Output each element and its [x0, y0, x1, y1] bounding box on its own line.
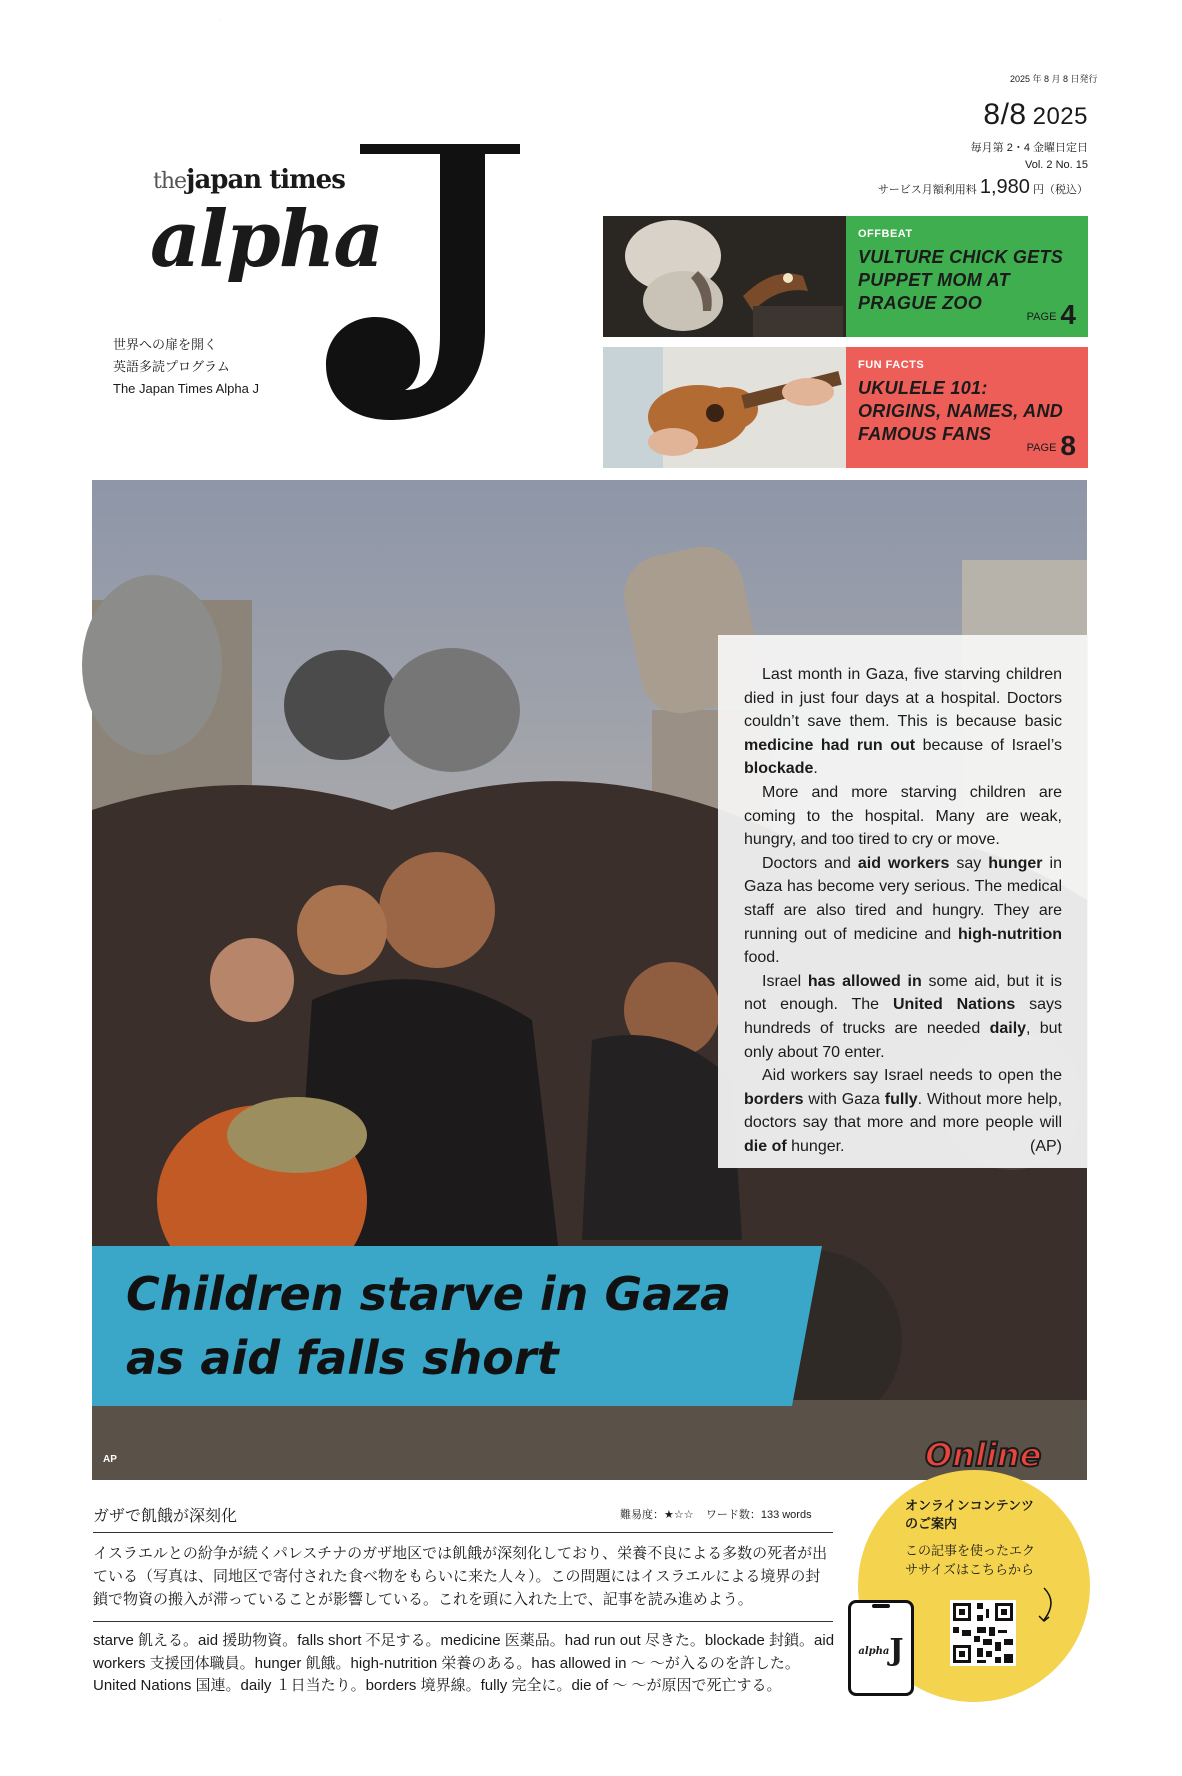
phone-logo-letter: J [889, 1633, 904, 1668]
photo-credit: AP [103, 1454, 117, 1465]
phone-app-logo [854, 1624, 908, 1678]
divider [93, 1532, 833, 1533]
volume-text: Vol. 2 No. 15 [1025, 159, 1088, 171]
phone-logo-word: alpha [858, 1645, 890, 1657]
article-headline [126, 1262, 816, 1390]
online-desc-line2: ササイズはこちらから [905, 1562, 1034, 1577]
article-paragraph-4: Israel has allowed in some aid, but it is not enough. The United Nations says hundreds of trucks are needed daily, but only about 70 enter. [744, 972, 1063, 1061]
vocabulary-list: starve 飢える。aid 援助物資。falls short 不足する。medicine 医薬品。had run out 尽きた。blockade 封鎖。aid workers 支援団体職員。hunger 飢餓。high-nutrition 栄養のある。has allowed in 〜 〜が入るのを許した。United Nations 国連。daily １日当たり。borders 境界線。fully 完全に。die of 〜 〜が原因で死亡する。 [93, 1632, 835, 1694]
japanese-summary: イスラエルとの紛争が続くパレスチナのガザ地区では飢餓が深刻化しており、栄養不良による多数の死者が出ている（写真は、同地区で寄付された食べ物をもらいに来た人々）。この問題にはイスラエルによる境界の封鎖で物資の搬入が滞っていることが影響している。これを頭に入れた上で、記事を読み進めよう。 [93, 1545, 828, 1608]
price-info [878, 176, 1088, 199]
teaser-page [1027, 430, 1076, 462]
tagline-line2: 英語多読プログラム [113, 359, 230, 374]
price-unit: 円（税込） [1033, 184, 1088, 196]
article-paragraph-5: Aid workers say Israel needs to open the borders with Gaza fully. Without more help, doctors say that more and more people will die of hunger. (AP) [744, 1064, 1062, 1158]
price-amount: 1,980 [979, 176, 1030, 198]
article-meta [620, 1506, 812, 1522]
teaser-headline: VULTURE CHICK GETS PUPPET MOM AT PRAGUE ZOO [858, 247, 1064, 313]
teaser-offbeat-panel [846, 216, 1088, 337]
online-title [905, 1497, 1034, 1533]
japan-times-logo [153, 165, 345, 195]
logo-the: the [153, 169, 187, 194]
curved-arrow-icon [1030, 1586, 1060, 1626]
online-title-line1: オンラインコンテンツ [905, 1498, 1034, 1513]
vulture-photo [603, 216, 846, 337]
difficulty: 難易度：★☆☆ [620, 1509, 694, 1521]
page-number: 4 [1060, 299, 1076, 330]
online-description [905, 1541, 1035, 1579]
big-j-letter: J [220, 20, 221, 21]
issue-date [983, 98, 1088, 132]
teaser-fun-facts[interactable] [603, 347, 1088, 468]
headline-line2: as aid falls short [126, 1331, 559, 1385]
article-paragraph-3: Doctors and aid workers say hunger in Gaza has become very serious. The medical staff are also tired and hungry. They are running out of medicine and high-nutrition food. [744, 854, 1062, 967]
divider [93, 1621, 833, 1622]
qr-code-icon[interactable] [950, 1600, 1016, 1666]
teaser-offbeat[interactable] [603, 216, 1088, 337]
headline-line1: Children starve in Gaza [126, 1267, 732, 1321]
article-paragraph-1: Last month in Gaza, five starving children died in just four days at a hospital. Doctors couldn’t save them. This is because basic medicine had run out because of Israel’s blockade. [744, 666, 1062, 778]
teaser-headline: UKULELE 101: ORIGINS, NAMES, AND FAMOUS FANS [858, 378, 1064, 444]
teaser-category: FUN FACTS [858, 359, 925, 371]
publication-date: 2025 年 8 月 8 日発行 [1010, 74, 1098, 84]
article-source: (AP) [1030, 1137, 1062, 1155]
issue-year: 2025 [1032, 103, 1088, 130]
online-title-line2: のご案内 [905, 1516, 958, 1531]
tagline [113, 334, 259, 400]
price-label: サービス月額利用料 [877, 184, 977, 196]
page-number: 8 [1060, 430, 1076, 461]
teaser-page [1027, 299, 1076, 331]
tagline-line1: 世界への扉を開く [113, 337, 218, 352]
teaser-fun-facts-panel [846, 347, 1088, 468]
online-desc-line1: この記事を使ったエク [905, 1543, 1036, 1558]
page-label: PAGE [1026, 442, 1057, 454]
online-badge-text: Online [925, 1436, 1042, 1474]
phone-notch [872, 1604, 890, 1608]
ukulele-photo [603, 347, 846, 468]
online-badge [925, 1436, 1041, 1474]
tagline-english: The Japan Times Alpha J [113, 381, 259, 396]
logo-name: japan times [186, 165, 345, 195]
article-body [718, 635, 1088, 1168]
frequency-text: 毎月第 2・4 金曜日定日 [970, 142, 1088, 154]
teaser-category: OFFBEAT [858, 228, 913, 240]
page-label: PAGE [1026, 311, 1057, 323]
article-paragraph-2: More and more starving children are coming to the hospital. Many are weak, hungry, and too tired to cry or move. [744, 783, 1062, 849]
issue-frequency [971, 140, 1088, 174]
word-count: ワード数：133 words [705, 1509, 812, 1521]
issue-day: 8/8 [983, 98, 1027, 131]
japanese-title: ガザで飢餓が深刻化 [93, 1508, 238, 1525]
alpha-wordmark: alpha [150, 194, 382, 285]
